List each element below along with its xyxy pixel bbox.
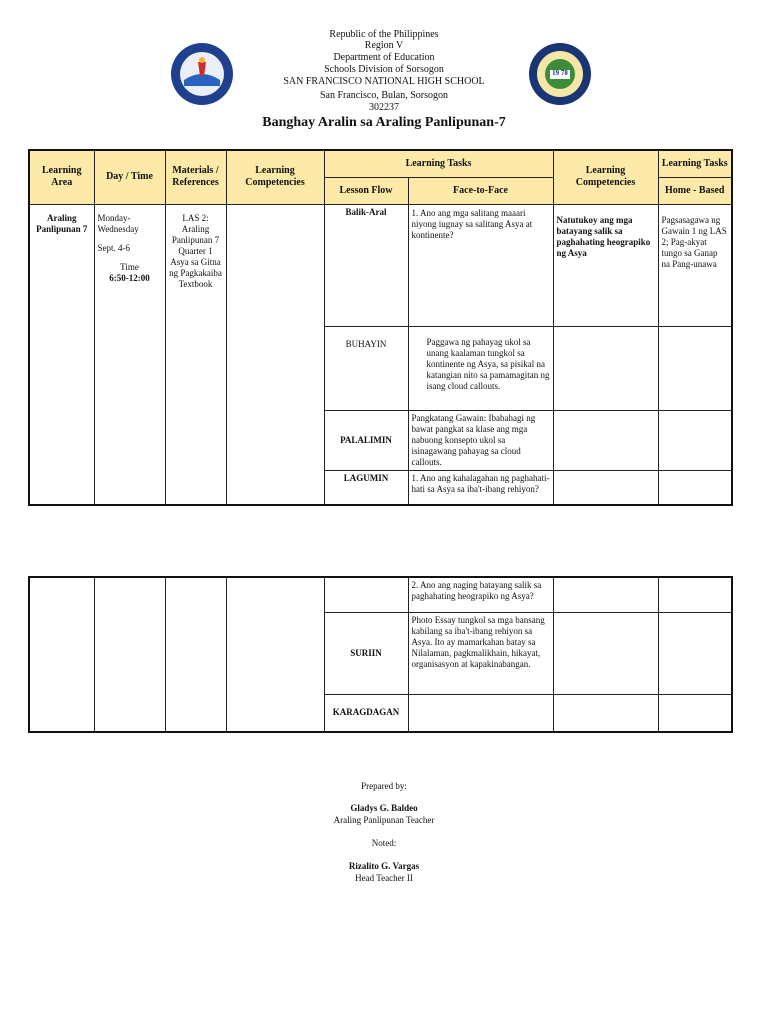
col-materials: Materials / References: [165, 150, 226, 204]
lesson-plan-table-continued: [28, 576, 733, 733]
time-label: Time: [120, 261, 139, 272]
home-based-text: Pagsasagawa ng Gawain 1 ng LAS 2; Pag-akyat tungo sa Ganap na Pang-unawa: [658, 204, 732, 326]
materials-cell: [165, 204, 226, 505]
empty-cell: [553, 577, 658, 612]
school-name: SAN FRANCISCO NATIONAL HIGH SCHOOL: [283, 76, 485, 87]
empty-cell: [165, 577, 226, 732]
col-competencies-right: Learning Competencies: [553, 150, 658, 204]
seal-year-text: 19 78: [552, 69, 568, 77]
school-address: San Francisco, Bulan, Sorsogon: [319, 90, 449, 101]
days-text: Monday-Wednesday: [97, 212, 139, 234]
task-lagumin: 1. Ano ang kahalagahan ng paghahati-hati sa Asya sa iba't-ibang rehiyon?: [408, 470, 553, 505]
materials-text: LAS 2: Araling Panlipunan 7 Quarter 1 Asya sa Gitna ng Pagkakaiba Textbook: [169, 212, 222, 289]
competencies-cell: [226, 204, 324, 505]
col-learning-tasks-right: Learning Tasks: [658, 150, 732, 177]
empty-cell: [658, 470, 732, 505]
empty-cell: [658, 410, 732, 470]
school-id: 302237: [369, 102, 399, 113]
learning-area-text: Araling Panlipunan 7: [36, 212, 88, 234]
lesson-plan-table: [28, 149, 733, 506]
col-competencies: Learning Competencies: [226, 150, 324, 204]
empty-cell: [29, 577, 94, 732]
flow-balik-aral: Balik-Aral: [324, 204, 408, 326]
empty-cell: [553, 694, 658, 732]
department-line: Department of Education: [333, 52, 435, 63]
region-line: Region V: [364, 40, 404, 51]
division-line: Schools Division of Sorsogon: [324, 64, 444, 75]
col-home-based: Home - Based: [658, 177, 732, 204]
flow-lagumin: LAGUMIN: [324, 470, 408, 505]
task-buhayin: Paggawa ng pahayag ukol sa unang kaalaman tungkol sa kontinente ng Asya, sa pisikal na katangian nito sa pamamagitan ng isang cloud callouts.: [408, 326, 553, 410]
col-face-to-face: Face-to-Face: [408, 177, 553, 204]
empty-cell: [94, 577, 165, 732]
republic-line: Republic of the Philippines: [329, 29, 439, 40]
page-title: Banghay Aralin sa Araling Panlipunan-7: [262, 115, 506, 130]
competency-right-text: Natutukoy ang mga batayang salik sa paghahating heograpiko ng Asya: [553, 204, 658, 326]
col-learning-tasks: Learning Tasks: [324, 150, 553, 177]
empty-cell: [658, 694, 732, 732]
empty-cell: [553, 410, 658, 470]
task-balik-aral: 1. Ano ang mga salitang maaari niyong iugnay sa salitang Asya at kontinente?: [408, 204, 553, 326]
noted-label: Noted:: [371, 838, 397, 848]
flow-palalimin: PALALIMIN: [324, 410, 408, 470]
flow-karagdagan: KARAGDAGAN: [324, 694, 408, 732]
empty-cell: [553, 612, 658, 694]
empty-cell: [658, 612, 732, 694]
col-lesson-flow: Lesson Flow: [324, 177, 408, 204]
task-karagdagan: [408, 694, 553, 732]
preparer-name: Gladys G. Baldeo: [350, 803, 418, 813]
noter-name: Rizalito G. Vargas: [348, 861, 420, 871]
col-day-time: Day / Time: [94, 150, 165, 204]
time-text: 6:50-12:00: [109, 272, 150, 283]
task-palalimin: Pangkatang Gawain: Ibabahagi ng bawat pangkat sa klase ang mga nabuong konsepto ukol sa isinagawang pahayag sa cloud callouts.: [408, 410, 553, 470]
empty-cell: [553, 326, 658, 410]
task-suriin: Photo Essay tungkol sa mga bansang kabilang sa iba't-ibang rehiyon sa Asya. Ito ay mamarkahan batay sa Nilalaman, pagkmalikhain, hikayat, organisasyon at kapakinabangan.: [408, 612, 553, 694]
empty-cell: [658, 577, 732, 612]
flow-continued: [324, 577, 408, 612]
dates-text: Sept. 4-6: [97, 242, 130, 253]
empty-cell: [658, 326, 732, 410]
learning-area-cell: [29, 204, 94, 505]
noter-title: Head Teacher II: [355, 873, 413, 883]
day-time-cell: [94, 204, 165, 505]
flow-buhayin: BUHAYIN: [324, 326, 408, 410]
task-lagumin-2: 2. Ano ang naging batayang salik sa paghahating heograpiko ng Asya?: [408, 577, 553, 612]
col-learning-area: Learning Area: [29, 150, 94, 204]
prepared-label: Prepared by:: [361, 781, 407, 791]
preparer-title: Araling Panlipunan Teacher: [333, 815, 435, 825]
empty-cell: [226, 577, 324, 732]
flow-suriin: SURIIN: [324, 612, 408, 694]
empty-cell: [553, 470, 658, 505]
